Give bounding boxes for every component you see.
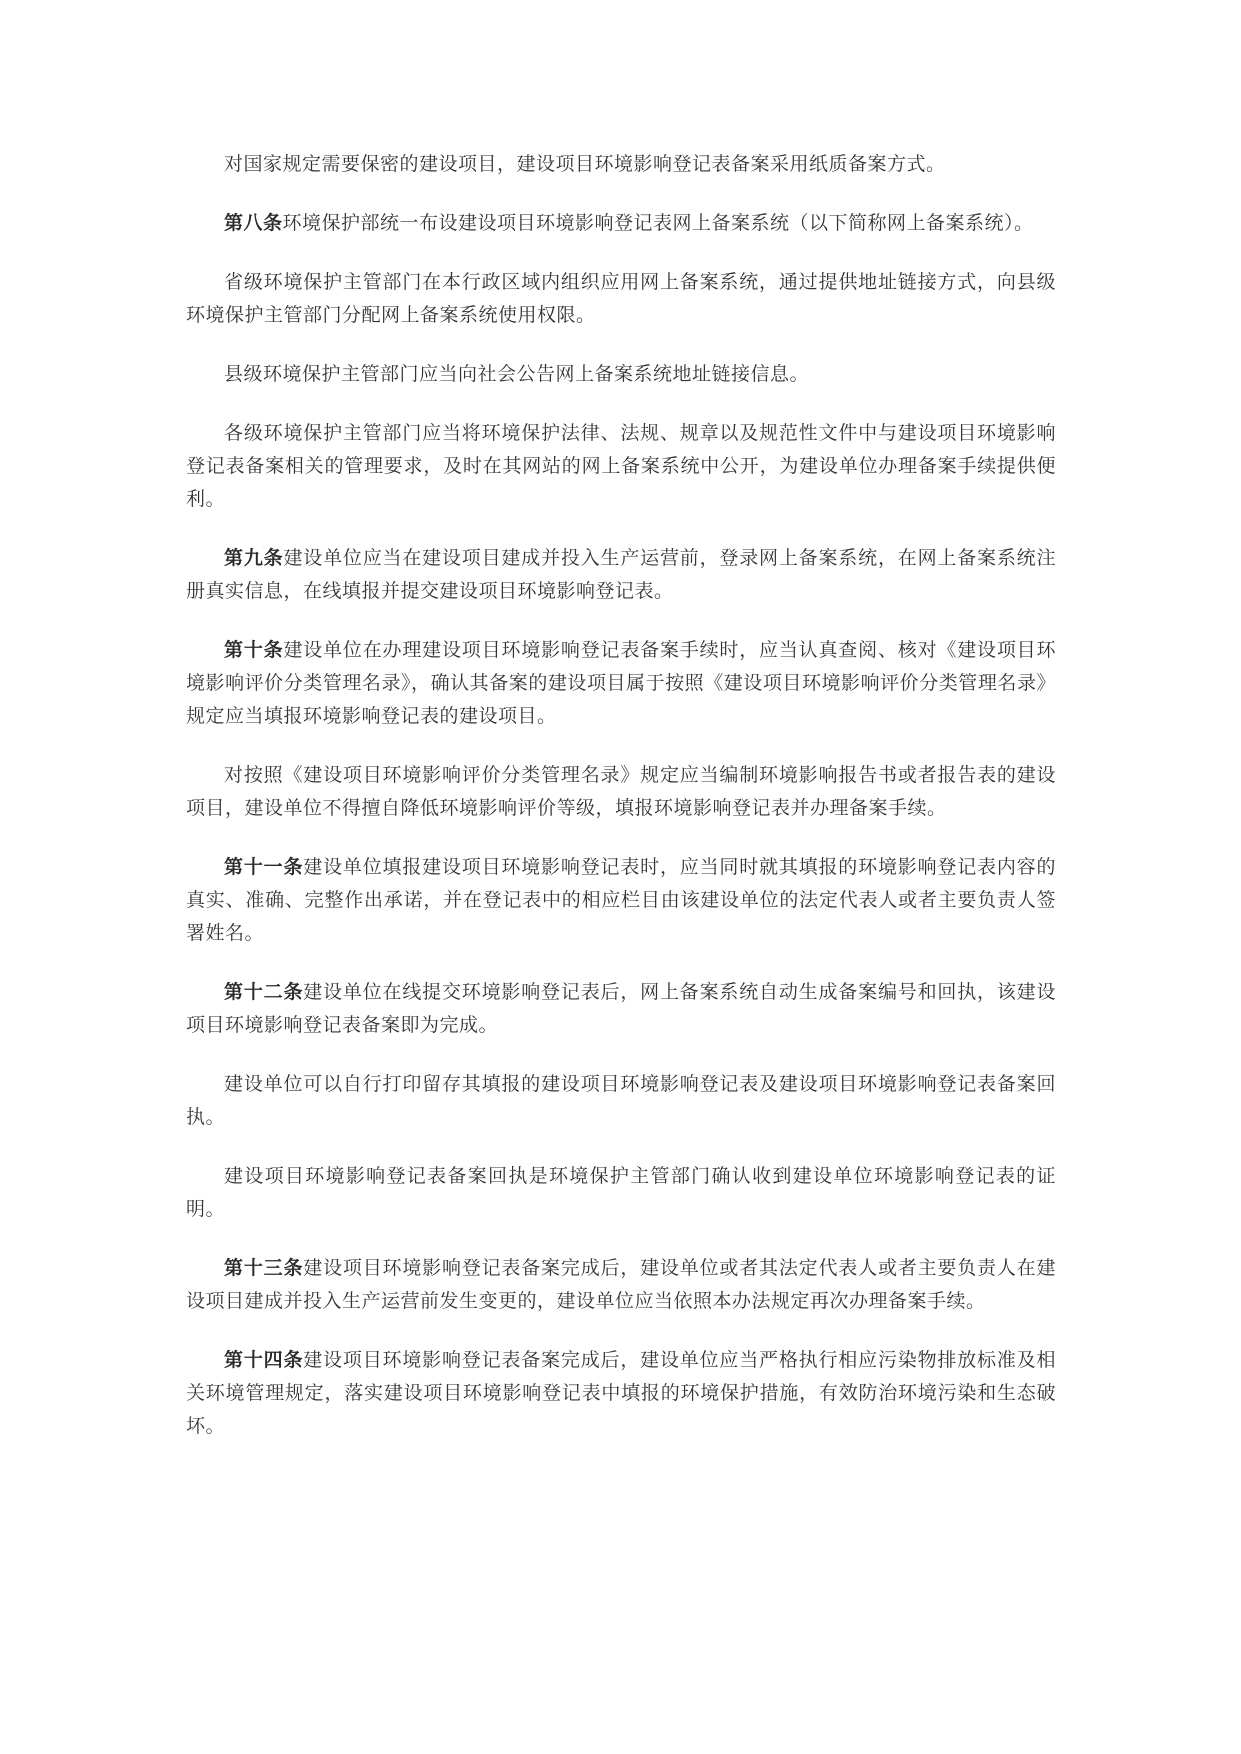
paragraph	[186, 759, 1056, 825]
paragraph-text: 建设单位在线提交环境影响登记表后，网上备案系统自动生成备案编号和回执，该建设项目环境影响登记表备案即为完成。	[186, 981, 1056, 1036]
paragraph	[186, 266, 1056, 332]
article-number: 第十条	[224, 639, 284, 661]
paragraph	[186, 207, 1056, 240]
paragraph-text: 建设单位填报建设项目环境影响登记表时，应当同时就其填报的环境影响登记表内容的真实、准确、完整作出承诺，并在登记表中的相应栏目由该建设单位的法定代表人或者主要负责人签署姓名。	[186, 856, 1056, 944]
paragraph-text: 环境保护部统一布设建设项目环境影响登记表网上备案系统（以下简称网上备案系统）。	[282, 212, 1034, 234]
paragraph-text: 对按照《建设项目环境影响评价分类管理名录》规定应当编制环境影响报告书或者报告表的建设项目，建设单位不得擅自降低环境影响评价等级，填报环境影响登记表并办理备案手续。	[186, 764, 1056, 819]
article-number: 第十一条	[224, 856, 304, 878]
paragraph	[186, 634, 1056, 733]
paragraph	[186, 851, 1056, 950]
article-number: 第十二条	[224, 981, 304, 1003]
paragraph-text: 建设项目环境影响登记表备案回执是环境保护主管部门确认收到建设单位环境影响登记表的证明。	[186, 1165, 1056, 1220]
paragraph	[186, 1344, 1056, 1443]
document-page	[186, 148, 1056, 1469]
paragraph	[186, 1252, 1056, 1318]
paragraph-text: 省级环境保护主管部门在本行政区域内组织应用网上备案系统，通过提供地址链接方式，向县级环境保护主管部门分配网上备案系统使用权限。	[186, 271, 1056, 326]
paragraph-text: 建设单位可以自行打印留存其填报的建设项目环境影响登记表及建设项目环境影响登记表备案回执。	[186, 1073, 1056, 1128]
paragraph-text: 建设项目环境影响登记表备案完成后，建设单位或者其法定代表人或者主要负责人在建设项目建成并投入生产运营前发生变更的，建设单位应当依照本办法规定再次办理备案手续。	[186, 1257, 1056, 1312]
paragraph-text: 县级环境保护主管部门应当向社会公告网上备案系统地址链接信息。	[224, 363, 810, 385]
paragraph	[186, 148, 1056, 181]
paragraph	[186, 1068, 1056, 1134]
paragraph-text: 对国家规定需要保密的建设项目，建设项目环境影响登记表备案采用纸质备案方式。	[224, 153, 946, 175]
paragraph	[186, 1160, 1056, 1226]
article-number: 第十三条	[224, 1257, 304, 1279]
article-number: 第九条	[224, 547, 284, 569]
paragraph-text: 建设单位在办理建设项目环境影响登记表备案手续时，应当认真查阅、核对《建设项目环境影响评价分类管理名录》，确认其备案的建设项目属于按照《建设项目环境影响评价分类管理名录》规定应当填报环境影响登记表的建设项目。	[186, 639, 1056, 727]
paragraph-text: 建设单位应当在建设项目建成并投入生产运营前，登录网上备案系统，在网上备案系统注册真实信息，在线填报并提交建设项目环境影响登记表。	[186, 547, 1056, 602]
paragraph	[186, 542, 1056, 608]
paragraph	[186, 358, 1056, 391]
paragraph	[186, 976, 1056, 1042]
paragraph	[186, 417, 1056, 516]
paragraph-text: 各级环境保护主管部门应当将环境保护法律、法规、规章以及规范性文件中与建设项目环境影响登记表备案相关的管理要求，及时在其网站的网上备案系统中公开，为建设单位办理备案手续提供便利。	[186, 422, 1056, 510]
article-number: 第八条	[224, 212, 283, 234]
paragraph-text: 建设项目环境影响登记表备案完成后，建设单位应当严格执行相应污染物排放标准及相关环境管理规定，落实建设项目环境影响登记表中填报的环境保护措施，有效防治环境污染和生态破坏。	[186, 1349, 1056, 1437]
article-number: 第十四条	[224, 1349, 304, 1371]
